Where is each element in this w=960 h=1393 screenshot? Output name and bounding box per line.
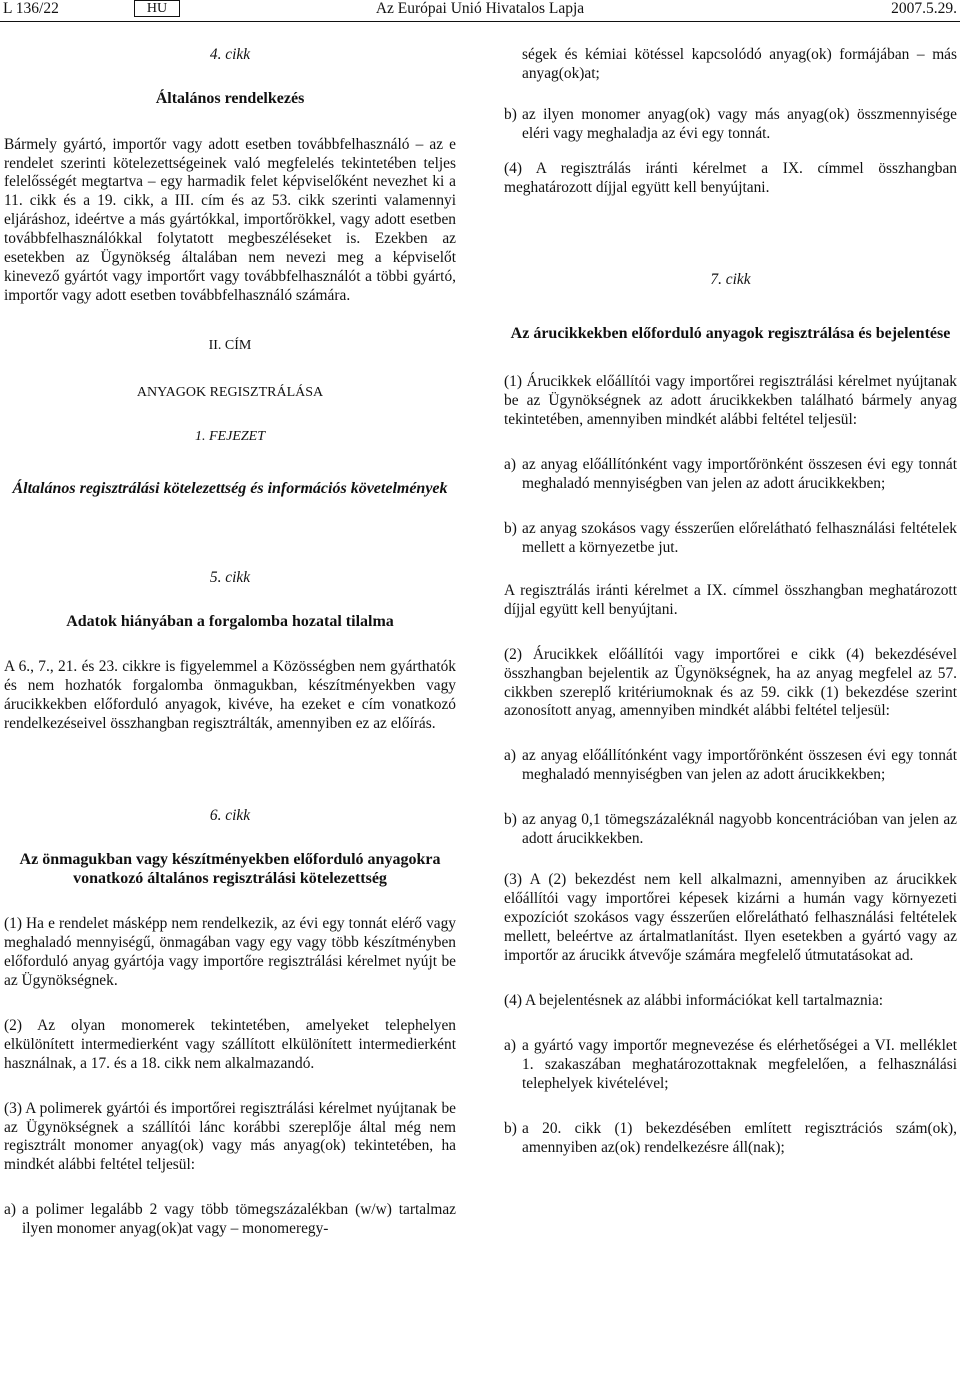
- point-text: a polimer legalább 2 vagy több tömegszázalékban (w/w) tartalmaz ilyen monomer anyag(ok)at vagy – monomeregy-: [22, 1201, 456, 1238]
- article-6-point-b: [504, 106, 957, 144]
- article-4-title: Általános rendelkezés: [155, 89, 305, 107]
- article-7-title: Az árucikkekben előforduló anyagok regisztrálása és bejelentése: [510, 324, 951, 342]
- point-label: b): [504, 105, 517, 123]
- article-6-paragraph-2: (2) Az olyan monomerek tekintetében, amelyeket telephelyen elkülönített intermedierként vagy szállított elkülönített intermedierként használnak, a 17. és a 18. cikk nem alkalmazandó.: [4, 1016, 456, 1072]
- point-text: az anyag szokásos vagy ésszerűen előrelátható felhasználási feltételek mellett a környezetbe jut.: [522, 519, 957, 556]
- article-4-text: Bármely gyártó, importőr vagy adott esetben továbbfelhasználó – az e rendelet szerinti kötelezettségeinek való megfelelés tekintetében teljes felelősségét megtartva – egy harmadik felet képviselőként nevezhet ki a 11. cikk és a 19. cikk, a III. cím és az 53. cikk szerinti valamennyi eljáráshoz, ideértve a más gyártókkal, importőrökkel, vagy adott esetben továbbfelhasználókkal folytatott megbeszéléseket is. Ezekben az esetekben az Ügynökség általában nem nevezi meg a képviselőt kinevező gyártót vagy importőrt vagy továbbfelhasználót a többi gyártó, importőr vagy adott esetben továbbfelhasználó számára.: [4, 135, 456, 305]
- page-reference: L 136/22: [3, 0, 59, 17]
- point-text: az anyag 0,1 tömegszázaléknál nagyobb koncentrációban van jelen az adott árucikkekben.: [522, 811, 957, 848]
- article-7-4-point-b: [504, 1120, 957, 1158]
- left-column: [4, 44, 456, 1239]
- article-7-paragraph-4: (4) A bejelentésnek az alábbi információkat kell tartalmaznia:: [504, 991, 884, 1009]
- point-label: a): [504, 747, 516, 765]
- point-label: a): [4, 1201, 16, 1219]
- chapter-1-label: 1. FEJEZET: [195, 429, 265, 445]
- article-6-number: 6. cikk: [209, 806, 251, 824]
- article-7-paragraph-1-tail: A regisztrálás iránti kérelmet a IX. címmel összhangban meghatározott díjjal együtt kell benyújtani.: [504, 581, 957, 618]
- header-divider: [0, 21, 960, 22]
- article-7-2-point-b: [504, 811, 957, 849]
- article-6-paragraph-4: (4) A regisztrálás iránti kérelmet a IX. címmel összhangban meghatározott díjjal együtt kell benyújtani.: [504, 159, 957, 196]
- article-7-2-point-a: [504, 747, 957, 785]
- title-2-name: ANYAGOK REGISZTRÁLÁSA: [136, 385, 324, 401]
- publication-date: 2007.5.29.: [891, 0, 957, 17]
- article-6-point-a: [4, 1201, 456, 1239]
- point-label: a): [504, 1036, 516, 1054]
- article-7-4-point-a: [504, 1037, 957, 1094]
- point-label: b): [504, 519, 517, 537]
- point-label: a): [504, 456, 516, 474]
- article-7-paragraph-3: (3) A (2) bekezdést nem kell alkalmazni, amennyiben az árucikkek előállítói vagy importőrei képesek kizárni a humán vagy környezeti expozíciót szokásos vagy ésszerűen előrelátható felhasználási feltételek mellett, beleértve az ártalmatlanítást. Ilyen esetekben a gyártó vagy az importőr az árucikk átvevője számára megfelelő útmutatásokat ad.: [504, 871, 957, 964]
- point-text: az ilyen monomer anyag(ok) vagy más anyag(ok) összmennyisége eléri vagy meghaladja az évi egy tonnát.: [522, 105, 957, 142]
- point-text: a gyártó vagy importőr megnevezése és elérhetőségei a VI. melléklet 1. szakaszában meghatározottaknak megfelelően, a felhasználási telephelyek kivételével;: [522, 1036, 957, 1092]
- article-7-1-point-b: [504, 520, 957, 558]
- article-7-1-point-a: [504, 456, 957, 494]
- point-text: az anyag előállítónként vagy importőrönként összesen évi egy tonnát meghaladó mennyiségben van jelen az adott árucikkekben;: [522, 456, 957, 492]
- language-badge: HU: [134, 0, 180, 17]
- point-text: az anyag előállítónként vagy importőrönként összesen évi egy tonnát meghaladó mennyiségben van jelen az adott árucikkekben;: [522, 747, 957, 784]
- article-5-number: 5. cikk: [209, 569, 251, 587]
- article-5-title: Adatok hiányában a forgalomba hozatal tilalma: [66, 613, 394, 631]
- article-4-number: 4. cikk: [209, 46, 251, 63]
- point-label: b): [504, 811, 517, 829]
- title-2-label: II. CÍM: [208, 338, 252, 354]
- article-7-number: 7. cikk: [710, 270, 751, 288]
- article-5-text: A 6., 7., 21. és 23. cikkre is figyelemmel a Közösségben nem gyárthatók és nem hozhatók forgalomba önmagukban, készítményekben vagy árucikkekben előforduló anyagok, kivéve, ha ezeket e cím vonatkozó rendelkezéseivel összhangban regisztrálták, amennyiben ez az előírás.: [4, 657, 456, 732]
- point-label: b): [504, 1119, 517, 1137]
- article-7-paragraph-1: (1) Árucikkek előállítói vagy importőrei regisztrálási kérelmet nyújtanak be az Ügynökségnek az adott árucikkekben található bármely anyag tekintetében, amennyiben mindkét alábbi feltétel teljesül:: [504, 373, 957, 429]
- article-6-title: Az önmagukban vagy készítményekben előforduló anyagokra vonatkozó általános regisztrálási kötelezettség: [19, 850, 441, 888]
- continued-text: ségek és kémiai kötéssel kapcsolódó anyag(ok) formájában – más anyag(ok)at;: [522, 46, 957, 82]
- journal-title: Az Európai Unió Hivatalos Lapja: [375, 0, 585, 17]
- article-7-paragraph-2: (2) Árucikkek előállítói vagy importőrei e cikk (4) bekezdésével összhangban bejelentik az Ügynökségnek, ha az anyag megfelel az 57. cikkben szereplő kritériumoknak és az 59. cikk (1) bekezdése szerint azonosított anyag, amennyiben mindkét alábbi feltétel teljesül:: [504, 645, 957, 720]
- right-column: [504, 44, 957, 1157]
- point-text: a 20. cikk (1) bekezdésében említett regisztrációs szám(ok), amennyiben az(ok) rendelkezésre áll(nak);: [522, 1119, 957, 1156]
- article-6-paragraph-3: (3) A polimerek gyártói és importőrei regisztrálási kérelmet nyújtanak be az Ügynökségnek a szállítói lánc korábbi szereplője által még nem regisztrált monomer anyag(ok) vagy más anyag(ok) tekintetében, ha mindkét alábbi feltétel teljesül:: [4, 1099, 456, 1174]
- article-6-paragraph-1: (1) Ha e rendelet másképp nem rendelkezik, az évi egy tonnát elérő vagy meghaladó mennyiségű, önmagában vagy egy vagy több készítményben előforduló anyag gyártója vagy importőre regisztrálási kérelmet nyújt be az Ügynökségnek.: [4, 915, 456, 989]
- page-header: [0, 0, 960, 22]
- chapter-1-name: Általános regisztrálási kötelezettség és információs követelmények: [12, 479, 448, 497]
